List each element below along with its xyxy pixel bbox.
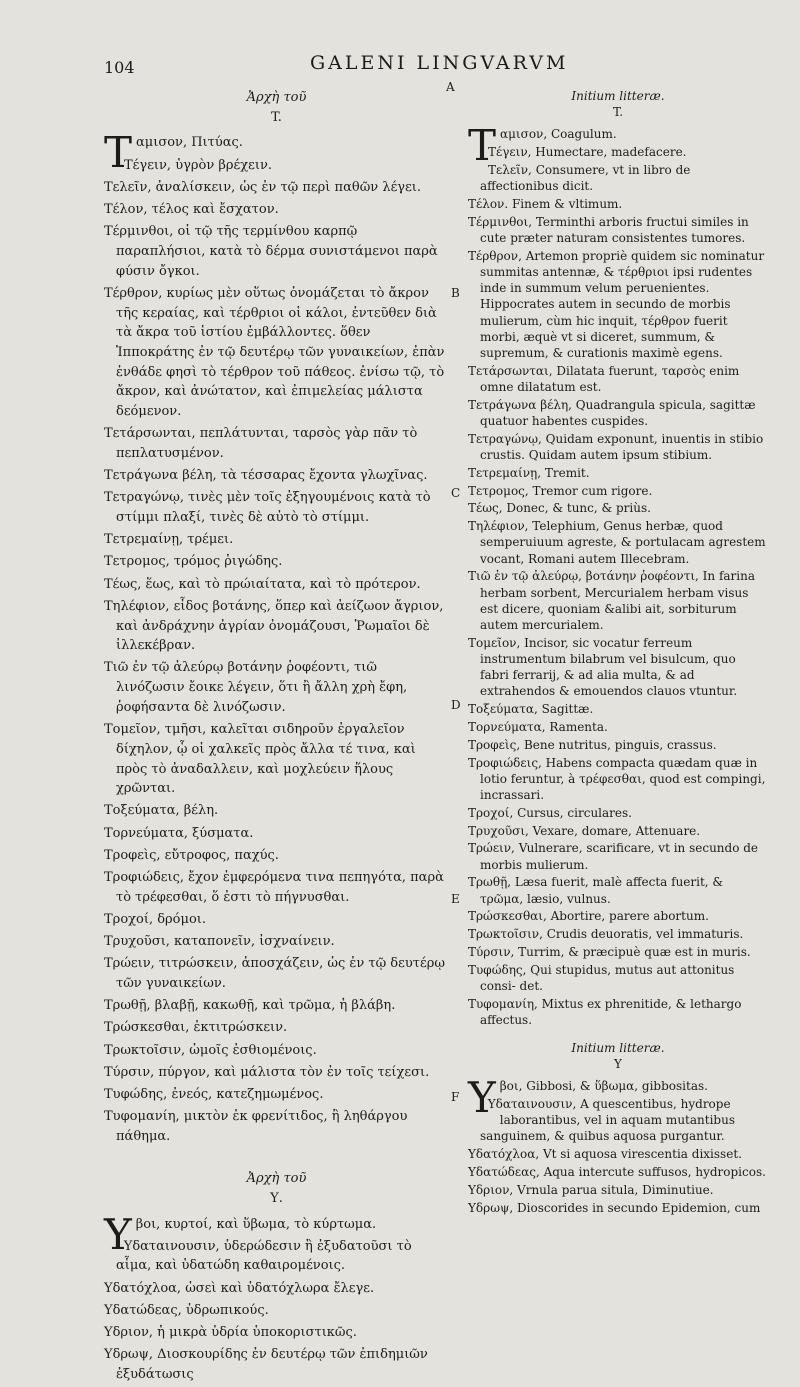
dictionary-entry: Υδατόχλοα, ὡσεὶ καὶ ὑδατόχλωρα ἔλεγε. (104, 1280, 375, 1296)
dictionary-entry: Τύρσιν, Turrim, & præcipuè quæ est in muris. (468, 945, 751, 959)
drop-cap: Τ (104, 128, 133, 178)
dictionary-entry: Τομεῖον, Incisor, sic vocatur ferreum instrumentum bilabrum vel bisulcum, quo fabri ferrarij, & ad alia multa, & ad extrahendos & emouendos clauos vtuntur. (468, 635, 738, 699)
dictionary-entry: Υδατόχλοα, Vt si aquosa virescentia dixisset. (468, 1147, 742, 1162)
dictionary-entry: Τετραγώνῳ, Quidam exponunt, inuentis in stibio crustis. Quidam autem ipsum stibium. (468, 431, 764, 463)
dictionary-entry: Τέλον. Finem & vltimum. (468, 197, 623, 211)
dictionary-entry: Τέγειν, Humectare, madefacere. (488, 145, 687, 160)
dictionary-entry: Τυφώδης, Qui stupidus, mutus aut attonitus consi- det. (468, 962, 735, 993)
dictionary-entry: Τρώειν, τιτρώσκειν, ἀποσχάζειν, ὡς ἐν τῷ δευτέρῳ τῶν γυναικείων. (104, 956, 445, 992)
signature-mark: A (446, 80, 455, 94)
dictionary-entry: Τροφεὶς, εὔτροφος, παχύς. (104, 847, 279, 863)
dictionary-entry: Τρωθῇ, Læsa fuerit, malè affecta fuerit, & τρῶμα, læsio, vulnus. (468, 875, 724, 906)
dictionary-entry: Τελεῖν, ἀναλίσκειν, ὡς ἐν τῷ περὶ παθῶν λέγει. (104, 179, 422, 195)
margin-letter-d: D (451, 698, 461, 712)
dictionary-entry: Υδατώδεας, ὑδρωπικούς. (104, 1302, 269, 1318)
dictionary-entry: Τυφομανίη, μικτὸν ἐκ φρενίτιδος, ἢ ληθάργου πάθημα. (104, 1109, 408, 1144)
dictionary-entry: Τρώσκεσθαι, Abortire, parere abortum. (468, 909, 709, 924)
section-letter: T. (612, 105, 624, 120)
dictionary-entry: Τετρομος, τρόμος ῥιγώδης. (104, 554, 283, 570)
dictionary-entry: Τετρεμαίνῃ, τρέμει. (104, 532, 234, 548)
dictionary-entry: Υδαταινουσιν, A quescentibus, hydrope laborantibus, vel in aquam mutantibus sanguinem, & quibus aquosa purgantur. (480, 1097, 735, 1144)
page-number: 104 (104, 58, 135, 77)
dictionary-entry: Τρωθῇ, βλαβῇ, κακωθῇ, καὶ τρῶμα, ἡ βλάβη. (104, 998, 396, 1014)
dictionary-entry: Τέλον, τέλος καὶ ἔσχατον. (104, 202, 279, 218)
section-letter: Υ (614, 1057, 622, 1071)
dictionary-entry: Τετρομος, Tremor cum rigore. (468, 483, 653, 498)
dictionary-entry: Τροφεὶς, Bene nutritus, pinguis, crassus. (468, 737, 717, 752)
dictionary-entry: Τέρμινθοι, Terminthi arboris fructui similes in cute præter naturam consistentes tumores. (468, 214, 749, 245)
dictionary-entry: Τροχοί, Cursus, circulares. (468, 805, 632, 820)
dictionary-entry: Τηλέφιον, εἶδος βοτάνης, ὅπερ καὶ ἀείζωον ἄγριον, καὶ ἀνδράχνην ἀγρίαν ὀνομάζουσι, Ῥωμαῖοι δὲ ἰλλεκέβραν. (104, 598, 444, 654)
dictionary-entry: Τορνεύματα, ξύσματα. (104, 825, 254, 841)
dictionary-entry: Τετράγωνα βέλη, τὰ τέσσαρας ἔχοντα γλωχῖνας. (104, 468, 428, 484)
dictionary-entry: Τορνεύματα, Ramenta. (468, 720, 608, 735)
section-heading: Ἀρχὴ τοῦ (246, 90, 307, 105)
dictionary-entry: Τοξεύματα, βέλη. (104, 803, 219, 819)
entry-text: αμισον, Πιτύας. (136, 135, 243, 151)
dictionary-entry: Τρωκτοῖσιν, Crudis deuoratis, vel immaturis. (468, 927, 744, 942)
entry-text: βοι, κυρτοί, καὶ ὕβωμα, τὸ κύρτωμα. (135, 1216, 377, 1232)
dictionary-entry: Τροφιώδεις, Habens compacta quædam quæ in lotio feruntur, à τρέφεσθαι, quod est compingi, incrassari. (468, 755, 766, 803)
entry-text: αμισον, Coagulum. (500, 127, 617, 142)
dictionary-entry: Τηλέφιον, Telephium, Genus herbæ, quod semperuiuum agreste, & portulacam agrestem vocant, Romani autem Illecebram. (468, 519, 766, 566)
dictionary-entry: Τυφώδης, ἐνεός, κατεζημωμένος. (104, 1087, 324, 1103)
dictionary-entry: Τρώειν, Vulnerare, scarificare, vt in secundo de morbis mulierum. (468, 841, 759, 872)
running-title: GALENI LINGVARVM (310, 52, 569, 74)
dictionary-entry: Τιῶ ἐν τῷ ἀλεύρῳ, βοτάνην ῥοφέοντι, In farina herbam sorbent, Mercurialem herbam visus est dicere, quoniam &alibi ait, sorbiturum autem mercurialem. (468, 569, 756, 633)
entry-list (104, 128, 449, 1146)
dictionary-entry: Τρυχοῦσι, Vexare, domare, Attenuare. (468, 823, 701, 838)
dictionary-entry: Υδριον, Vrnula parua situla, Diminutiue. (468, 1182, 714, 1197)
dictionary-entry: Τροχοί, δρόμοι. (104, 911, 207, 927)
dictionary-entry: Τετάρσωνται, πεπλάτυνται, ταρσὸς γὰρ πᾶν τὸ πεπλατυσμένον. (104, 426, 418, 461)
dictionary-entry: Τύρσιν, πύργον, καὶ μάλιστα τὸν ἐν τοῖς τείχεσι. (104, 1064, 430, 1080)
dictionary-entry: Τελεῖν, Consumere, vt in libro de affectionibus dicit. (480, 163, 691, 194)
section-heading: Initium litteræ. (571, 89, 665, 103)
dictionary-entry: Τέως, ἕως, καὶ τὸ πρώιαίτατα, καὶ τὸ πρότερον. (104, 576, 421, 592)
dictionary-entry: Τετράγωνα βέλη, Quadrangula spicula, sagittæ quatuor habentes cuspides. (468, 397, 756, 429)
dictionary-entry: Τομεῖον, τμῆσι, καλεῖται σιδηροῦν ἐργαλεῖον δίχηλον, ᾧ οἱ χαλκεῖς πρὸς ἄλλα τέ τινα, καὶ πρὸς τὸ ἀναδαλλειν, καὶ μοχλεύειν ἥλους χρῶνται. (104, 722, 416, 797)
latin-column (468, 88, 768, 1217)
dictionary-entry: Τροφιώδεις, ἔχον ἐμφερόμενα τινα πεπηγότα, παρὰ τὸ τρέφεσθαι, ὅ ἐστι τὸ πήγνυσθαι. (104, 870, 444, 905)
dictionary-entry: Υδριον, ἡ μικρὰ ὑδρία ὑποκοριστικῶς. (104, 1325, 357, 1341)
dictionary-entry: Τέρμινθοι, οἱ τῷ τῆς τερμίνθου καρπῷ παραπλήσιοι, κατὰ τὸ δέρμα συνιστάμενοι παρὰ φύσιν ὄγκοι. (104, 224, 438, 279)
drop-cap: Υ (468, 1073, 496, 1123)
dictionary-entry: Τετάρσωνται, Dilatata fuerunt, ταρσὸς enim omne dilatatum est. (468, 363, 740, 395)
entry-list (468, 1073, 768, 1216)
dictionary-entry: Υδαταινουσιν, ὑδερώδεσιν ἢ ἐξυδατοῦσι τὸ αἷμα, καὶ ὑδατώδη καθαιρομένοις. (116, 1238, 412, 1274)
dictionary-entry: Τρυχοῦσι, καταπονεῖν, ἰσχναίνειν. (104, 934, 335, 950)
dictionary-entry: Τέως, Donec, & tunc, & priùs. (468, 501, 651, 516)
margin-letter-b: B (451, 286, 460, 300)
dictionary-entry: Υδρωψ, Διοσκουρίδης ἐν δευτέρῳ τῶν ἐπιδημιῶν ἐξυδάτωσις (104, 1347, 428, 1382)
section-letter: Υ. (270, 1190, 283, 1206)
dictionary-entry: Τιῶ ἐν τῷ ἀλεύρῳ βοτάνην ῥοφέοντι, τιῶ λινόζωσιν ἔοικε λέγειν, ὅτι ἢ ἄλλη χρὴ ἔφη, ῥοφήσαντα δὲ λινόζωσιν. (104, 660, 408, 715)
dictionary-entry: Τετραγώνῳ, τινὲς μὲν τοῖς ἐξηγουμένοις κατὰ τὸ στίμμι πλαξί, τινὲς δὲ αὐτὸ τὸ στίμμι. (104, 490, 431, 526)
dictionary-entry: Τοξεύματα, Sagittæ. (468, 702, 594, 717)
margin-letter-f: F (451, 1090, 460, 1104)
margin-letter-e: E (451, 892, 460, 906)
drop-cap: Τ (468, 121, 497, 171)
margin-letter-c: C (451, 486, 461, 500)
dictionary-entry: Τέρθρον, κυρίως μὲν οὕτως ὀνομάζεται τὸ ἄκρον τῆς κεραίας, καὶ τέρθριοι οἱ κάλοι, ἐντεῦθεν διὰ τὰ ἄκρα τοῦ ἱστίου ἐμβάλλοντες. ὅθεν Ἱπποκράτης ἐν τῷ δευτέρῳ τῶν γυναικείων, ἐπὰν ἐνθάδε φησὶ τὸ τέρθρον τοῦ πάθεος. ἐνίσω τῷ, τὸ ἄκρον, καὶ ἀνώτατον, καὶ ἐπιμελείας μάλιστα δεόμενον. (104, 285, 445, 420)
dictionary-entry: Υδατώδεας, Aqua intercute suffusos, hydropicos. (468, 1165, 766, 1179)
greek-column (104, 88, 449, 1387)
dictionary-entry: Τρώσκεσθαι, ἐκτιτρώσκειν. (104, 1020, 288, 1036)
dictionary-entry: Τυφομανίη, Mixtus ex phrenitide, & lethargo affectus. (468, 996, 742, 1027)
section-heading: Ἀρχὴ τοῦ (246, 1171, 307, 1187)
dictionary-entry: Υδρωψ, Dioscorides in secundo Epidemion, cum (468, 1200, 761, 1215)
dictionary-entry: Τέρθρον, Artemon propriè quidem sic nominatur summitas antennæ, & τέρθριοι ipsi rudentes inde in summum velum peruenientes. Hippocrates autem in secundo de morbis mulierum, cùm hic inquit, τέρθρον fuerit morbi, æquè vt si diceret, summum, & supremum, & curationis maximè egens. (468, 248, 765, 361)
section-letter: T. (271, 109, 282, 125)
entry-list (468, 121, 768, 1028)
dictionary-entry: Τρωκτοῖσιν, ὠμοῖς ἐσθιομένοις. (104, 1042, 317, 1058)
entry-list (104, 1209, 449, 1385)
dictionary-entry: Τέγειν, ὑγρὸν βρέχειν. (124, 157, 273, 173)
dictionary-entry: Τετρεμαίνῃ, Tremit. (468, 465, 590, 480)
entry-text: βοι, Gibbosi, & ὕβωμα, gibbositas. (499, 1079, 708, 1094)
drop-cap: Υ (104, 1209, 132, 1259)
section-heading: Initium litteræ. (571, 1040, 665, 1055)
